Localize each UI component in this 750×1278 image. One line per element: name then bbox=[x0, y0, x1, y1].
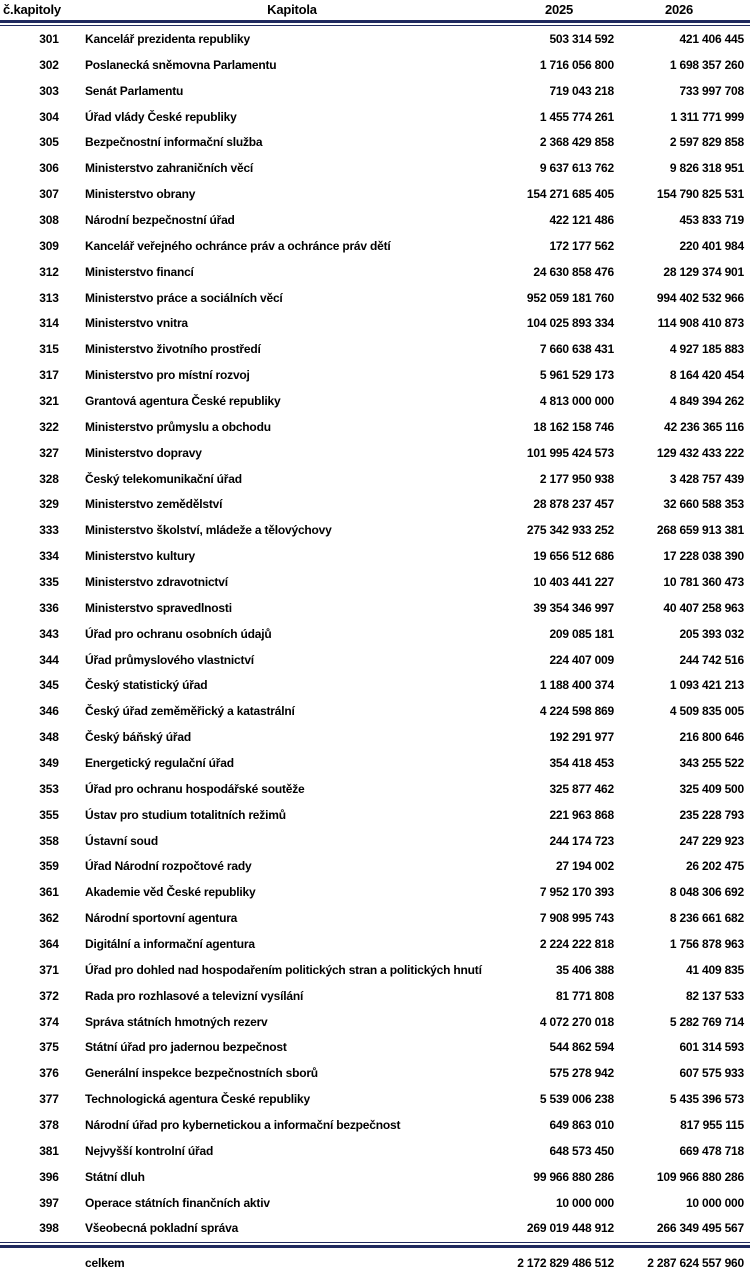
row-value-2025: 101 995 424 573 bbox=[526, 445, 614, 460]
row-value-2025: 39 354 346 997 bbox=[533, 600, 614, 615]
table-row bbox=[0, 1216, 750, 1242]
table-row bbox=[0, 491, 750, 517]
row-value-2026: 453 833 719 bbox=[679, 212, 744, 227]
row-value-2025: 18 162 158 746 bbox=[533, 419, 614, 434]
row-chapter-number: 304 bbox=[39, 109, 59, 124]
row-value-2025: 81 771 808 bbox=[555, 988, 614, 1003]
table-header-row bbox=[0, 0, 750, 20]
table-row bbox=[0, 569, 750, 595]
row-value-2026: 343 255 522 bbox=[679, 755, 744, 770]
row-chapter-number: 343 bbox=[39, 626, 59, 641]
row-chapter-number: 346 bbox=[39, 704, 59, 719]
row-chapter-name: Český telekomunikační úřad bbox=[85, 471, 242, 486]
row-value-2025: 544 862 594 bbox=[549, 1040, 614, 1055]
row-value-2025: 27 194 002 bbox=[555, 859, 614, 874]
row-chapter-number: 334 bbox=[39, 549, 59, 564]
row-chapter-number: 348 bbox=[39, 730, 59, 745]
table-row bbox=[0, 1112, 750, 1138]
column-header-chapter-number: č.kapitoly bbox=[3, 2, 61, 17]
row-chapter-name: Státní úřad pro jadernou bezpečnost bbox=[85, 1040, 287, 1055]
row-value-2026: 1 093 421 213 bbox=[669, 678, 744, 693]
row-value-2025: 172 177 562 bbox=[549, 238, 614, 253]
row-value-2025: 10 403 441 227 bbox=[533, 574, 614, 589]
row-value-2025: 952 059 181 760 bbox=[526, 290, 614, 305]
table-row bbox=[0, 802, 750, 828]
row-value-2025: 4 813 000 000 bbox=[539, 393, 614, 408]
row-chapter-number: 353 bbox=[39, 781, 59, 796]
row-chapter-name: Ministerstvo zdravotnictví bbox=[85, 574, 228, 589]
row-value-2025: 24 630 858 476 bbox=[533, 264, 614, 279]
row-chapter-number: 307 bbox=[39, 187, 59, 202]
row-chapter-name: Ministerstvo zahraničních věcí bbox=[85, 161, 254, 176]
row-chapter-number: 302 bbox=[39, 57, 59, 72]
row-chapter-number: 362 bbox=[39, 911, 59, 926]
row-chapter-number: 398 bbox=[39, 1221, 59, 1236]
table-row bbox=[0, 854, 750, 880]
row-value-2026: 325 409 500 bbox=[679, 781, 744, 796]
row-chapter-number: 397 bbox=[39, 1195, 59, 1210]
table-row bbox=[0, 879, 750, 905]
row-value-2025: 275 342 933 252 bbox=[526, 523, 614, 538]
total-value-2025: 2 172 829 486 512 bbox=[517, 1256, 614, 1270]
table-row bbox=[0, 181, 750, 207]
row-value-2026: 154 790 825 531 bbox=[656, 187, 744, 202]
table-row bbox=[0, 543, 750, 569]
row-chapter-number: 303 bbox=[39, 83, 59, 98]
table-row bbox=[0, 336, 750, 362]
row-value-2026: 266 349 495 567 bbox=[656, 1221, 744, 1236]
row-value-2025: 221 963 868 bbox=[549, 807, 614, 822]
row-chapter-name: Operace státních finančních aktiv bbox=[85, 1195, 270, 1210]
row-value-2026: 2 597 829 858 bbox=[669, 135, 744, 150]
table-row bbox=[0, 233, 750, 259]
row-chapter-name: Český báňský úřad bbox=[85, 730, 191, 745]
total-row bbox=[0, 1248, 750, 1278]
column-header-chapter-name: Kapitola bbox=[267, 2, 317, 17]
table-row bbox=[0, 259, 750, 285]
table-row bbox=[0, 414, 750, 440]
table-row bbox=[0, 78, 750, 104]
row-chapter-name: Správa státních hmotných rezerv bbox=[85, 1014, 268, 1029]
row-chapter-number: 308 bbox=[39, 212, 59, 227]
row-value-2025: 99 966 880 286 bbox=[533, 1169, 614, 1184]
row-value-2026: 17 228 038 390 bbox=[663, 549, 744, 564]
table-row bbox=[0, 440, 750, 466]
row-value-2025: 269 019 448 912 bbox=[526, 1221, 614, 1236]
row-chapter-name: Ministerstvo dopravy bbox=[85, 445, 202, 460]
row-value-2025: 192 291 977 bbox=[549, 730, 614, 745]
row-value-2026: 421 406 445 bbox=[679, 31, 744, 46]
row-value-2025: 575 278 942 bbox=[549, 1066, 614, 1081]
row-value-2025: 9 637 613 762 bbox=[539, 161, 614, 176]
total-value-2026: 2 287 624 557 960 bbox=[647, 1256, 744, 1270]
row-chapter-name: Úřad Národní rozpočtové rady bbox=[85, 859, 252, 874]
column-header-2025: 2025 bbox=[544, 2, 574, 17]
table-row bbox=[0, 595, 750, 621]
row-chapter-name: Energetický regulační úřad bbox=[85, 755, 234, 770]
table-row bbox=[0, 828, 750, 854]
row-chapter-name: Technologická agentura České republiky bbox=[85, 1092, 310, 1107]
row-chapter-number: 315 bbox=[39, 342, 59, 357]
row-value-2025: 719 043 218 bbox=[549, 83, 614, 98]
table-row bbox=[0, 104, 750, 130]
row-value-2026: 5 282 769 714 bbox=[669, 1014, 744, 1029]
row-chapter-number: 336 bbox=[39, 600, 59, 615]
row-value-2025: 1 716 056 800 bbox=[539, 57, 614, 72]
row-chapter-name: Ministerstvo obrany bbox=[85, 187, 196, 202]
row-chapter-name: Ministerstvo spravedlnosti bbox=[85, 600, 232, 615]
row-chapter-number: 371 bbox=[39, 962, 59, 977]
row-chapter-name: Český statistický úřad bbox=[85, 678, 208, 693]
row-chapter-name: Ministerstvo práce a sociálních věcí bbox=[85, 290, 283, 305]
row-chapter-number: 376 bbox=[39, 1066, 59, 1081]
table-row bbox=[0, 957, 750, 983]
row-value-2026: 8 236 661 682 bbox=[669, 911, 744, 926]
row-chapter-number: 359 bbox=[39, 859, 59, 874]
row-value-2026: 817 955 115 bbox=[680, 1118, 744, 1133]
row-chapter-number: 372 bbox=[39, 988, 59, 1003]
row-value-2026: 3 428 757 439 bbox=[669, 471, 744, 486]
row-value-2026: 10 781 360 473 bbox=[663, 574, 744, 589]
row-value-2026: 5 435 396 573 bbox=[669, 1092, 744, 1107]
row-chapter-number: 306 bbox=[39, 161, 59, 176]
total-label: celkem bbox=[85, 1256, 125, 1270]
table-body bbox=[0, 26, 750, 1242]
row-chapter-number: 344 bbox=[39, 652, 59, 667]
row-chapter-number: 301 bbox=[39, 31, 59, 46]
row-value-2026: 235 228 793 bbox=[679, 807, 744, 822]
row-chapter-name: Digitální a informační agentura bbox=[85, 937, 255, 951]
row-value-2026: 114 908 410 873 bbox=[657, 316, 744, 331]
row-value-2025: 4 224 598 869 bbox=[539, 704, 614, 719]
row-chapter-number: 361 bbox=[39, 885, 59, 900]
row-chapter-name: Rada pro rozhlasové a televizní vysílání bbox=[85, 988, 304, 1003]
table-row bbox=[0, 672, 750, 698]
row-value-2026: 82 137 533 bbox=[685, 988, 744, 1003]
row-value-2025: 19 656 512 686 bbox=[533, 549, 614, 564]
row-value-2026: 41 409 835 bbox=[685, 962, 744, 977]
column-header-2026: 2026 bbox=[664, 2, 694, 17]
row-chapter-number: 396 bbox=[39, 1169, 59, 1184]
row-value-2025: 2 368 429 858 bbox=[539, 135, 614, 150]
row-chapter-number: 317 bbox=[39, 368, 59, 383]
table-row bbox=[0, 621, 750, 647]
table-row bbox=[0, 931, 750, 957]
row-value-2025: 35 406 388 bbox=[555, 962, 614, 977]
table-row bbox=[0, 466, 750, 492]
row-chapter-number: 349 bbox=[39, 755, 59, 770]
row-chapter-number: 381 bbox=[39, 1143, 59, 1158]
table-row bbox=[0, 1164, 750, 1190]
row-value-2025: 224 407 009 bbox=[549, 652, 614, 667]
row-value-2026: 4 927 185 883 bbox=[669, 342, 744, 357]
table-row bbox=[0, 1086, 750, 1112]
row-chapter-number: 328 bbox=[39, 471, 59, 486]
row-chapter-number: 329 bbox=[39, 497, 59, 512]
row-chapter-name: Kancelář veřejného ochránce práv a ochránce práv dětí bbox=[85, 238, 391, 253]
row-chapter-name: Státní dluh bbox=[85, 1169, 145, 1184]
row-chapter-name: Ministerstvo životního prostředí bbox=[85, 342, 261, 357]
table-row bbox=[0, 388, 750, 414]
row-value-2025: 503 314 592 bbox=[549, 31, 614, 46]
row-value-2025: 325 877 462 bbox=[549, 781, 614, 796]
row-value-2025: 7 660 638 431 bbox=[539, 342, 614, 357]
row-value-2026: 26 202 475 bbox=[685, 859, 744, 874]
row-chapter-name: Český úřad zeměměřický a katastrální bbox=[85, 704, 295, 719]
row-value-2025: 2 177 950 938 bbox=[539, 471, 614, 486]
table-row bbox=[0, 155, 750, 181]
row-value-2025: 422 121 486 bbox=[549, 212, 614, 227]
row-value-2025: 7 952 170 393 bbox=[539, 885, 614, 900]
row-chapter-name: Kancelář prezidenta republiky bbox=[85, 31, 250, 46]
row-chapter-number: 335 bbox=[39, 574, 59, 589]
row-chapter-number: 314 bbox=[39, 316, 59, 331]
row-chapter-name: Akademie věd České republiky bbox=[85, 885, 256, 900]
table-row bbox=[0, 285, 750, 311]
row-chapter-number: 305 bbox=[39, 135, 59, 150]
row-value-2025: 7 908 995 743 bbox=[539, 911, 614, 926]
row-value-2025: 648 573 450 bbox=[549, 1143, 614, 1158]
row-chapter-name: Nejvyšší kontrolní úřad bbox=[85, 1143, 214, 1158]
row-value-2026: 994 402 532 966 bbox=[656, 290, 744, 305]
row-chapter-name: Národní sportovní agentura bbox=[85, 911, 238, 926]
row-chapter-name: Ministerstvo pro místní rozvoj bbox=[85, 368, 250, 383]
row-value-2025: 28 878 237 457 bbox=[533, 497, 614, 512]
row-chapter-name: Ministerstvo financí bbox=[85, 264, 194, 279]
row-chapter-number: 374 bbox=[39, 1014, 59, 1029]
row-chapter-number: 333 bbox=[39, 523, 59, 538]
row-value-2025: 354 418 453 bbox=[549, 755, 614, 770]
table-row bbox=[0, 647, 750, 673]
row-value-2026: 10 000 000 bbox=[685, 1195, 744, 1210]
table-row bbox=[0, 1035, 750, 1061]
row-value-2026: 109 966 880 286 bbox=[656, 1169, 744, 1184]
row-value-2026: 216 800 646 bbox=[679, 730, 744, 745]
row-chapter-name: Úřad vlády České republiky bbox=[85, 109, 237, 124]
row-value-2025: 2 224 222 818 bbox=[539, 937, 614, 951]
row-value-2026: 733 997 708 bbox=[679, 83, 744, 98]
table-row bbox=[0, 52, 750, 78]
table-row bbox=[0, 698, 750, 724]
row-value-2025: 5 539 006 238 bbox=[539, 1092, 614, 1107]
row-value-2026: 40 407 258 963 bbox=[663, 600, 744, 615]
table-row bbox=[0, 310, 750, 336]
row-value-2026: 247 229 923 bbox=[679, 833, 744, 848]
row-chapter-name: Poslanecká sněmovna Parlamentu bbox=[85, 57, 277, 72]
row-chapter-name: Úřad průmyslového vlastnictví bbox=[85, 652, 254, 667]
row-chapter-name: Úřad pro dohled nad hospodařením politických stran a politických hnutí bbox=[85, 962, 482, 977]
row-value-2026: 8 048 306 692 bbox=[669, 885, 744, 900]
row-chapter-number: 327 bbox=[39, 445, 59, 460]
row-value-2025: 209 085 181 bbox=[549, 626, 614, 641]
table-row bbox=[0, 983, 750, 1009]
row-chapter-name: Ministerstvo průmyslu a obchodu bbox=[85, 419, 271, 434]
row-chapter-name: Senát Parlamentu bbox=[85, 83, 184, 98]
row-value-2025: 154 271 685 405 bbox=[526, 187, 614, 202]
row-chapter-name: Národní úřad pro kybernetickou a informační bezpečnost bbox=[85, 1118, 401, 1133]
table-row bbox=[0, 750, 750, 776]
row-chapter-number: 322 bbox=[39, 419, 59, 434]
row-value-2025: 4 072 270 018 bbox=[539, 1014, 614, 1029]
row-chapter-name: Ústav pro studium totalitních režimů bbox=[85, 807, 286, 822]
table-row bbox=[0, 517, 750, 543]
row-value-2026: 42 236 365 116 bbox=[664, 419, 744, 434]
row-chapter-name: Ministerstvo zemědělství bbox=[85, 497, 223, 512]
table-row bbox=[0, 1190, 750, 1216]
table-row bbox=[0, 1060, 750, 1086]
row-chapter-name: Všeobecná pokladní správa bbox=[85, 1221, 239, 1236]
table-row bbox=[0, 776, 750, 802]
row-chapter-number: 377 bbox=[39, 1092, 59, 1107]
row-value-2026: 244 742 516 bbox=[679, 652, 744, 667]
row-chapter-number: 378 bbox=[39, 1118, 59, 1133]
row-chapter-name: Ústavní soud bbox=[85, 833, 158, 848]
table-row bbox=[0, 26, 750, 52]
table-row bbox=[0, 129, 750, 155]
row-chapter-number: 345 bbox=[39, 678, 59, 693]
row-value-2025: 244 174 723 bbox=[549, 833, 614, 848]
row-value-2026: 4 849 394 262 bbox=[669, 393, 744, 408]
row-value-2026: 669 478 718 bbox=[679, 1143, 744, 1158]
row-chapter-name: Ministerstvo školství, mládeže a tělovýchovy bbox=[85, 523, 332, 538]
row-chapter-name: Grantová agentura České republiky bbox=[85, 393, 281, 408]
table-row bbox=[0, 1009, 750, 1035]
row-chapter-number: 375 bbox=[39, 1040, 59, 1055]
row-value-2025: 104 025 893 334 bbox=[526, 316, 614, 331]
table-row bbox=[0, 1138, 750, 1164]
row-value-2025: 649 863 010 bbox=[549, 1118, 614, 1133]
row-value-2026: 8 164 420 454 bbox=[669, 368, 744, 383]
row-value-2026: 607 575 933 bbox=[679, 1066, 744, 1081]
table-row bbox=[0, 724, 750, 750]
row-value-2026: 268 659 913 381 bbox=[656, 523, 744, 538]
row-chapter-name: Úřad pro ochranu osobních údajů bbox=[85, 626, 272, 641]
row-chapter-name: Úřad pro ochranu hospodářské soutěže bbox=[85, 781, 305, 796]
row-chapter-number: 355 bbox=[39, 807, 59, 822]
row-chapter-number: 358 bbox=[39, 833, 59, 848]
row-value-2026: 1 311 771 999 bbox=[670, 109, 744, 124]
table-row bbox=[0, 905, 750, 931]
row-value-2026: 129 432 433 222 bbox=[656, 445, 744, 460]
row-value-2026: 32 660 588 353 bbox=[663, 497, 744, 512]
row-value-2026: 9 826 318 951 bbox=[669, 161, 744, 176]
row-value-2025: 1 455 774 261 bbox=[539, 109, 614, 124]
row-chapter-name: Bezpečnostní informační služba bbox=[85, 135, 263, 150]
table-row bbox=[0, 207, 750, 233]
row-chapter-number: 313 bbox=[39, 290, 59, 305]
row-value-2026: 28 129 374 901 bbox=[663, 264, 744, 279]
row-value-2026: 205 393 032 bbox=[679, 626, 744, 641]
row-value-2026: 220 401 984 bbox=[679, 238, 744, 253]
row-chapter-number: 364 bbox=[39, 937, 59, 951]
row-value-2025: 5 961 529 173 bbox=[539, 368, 614, 383]
row-chapter-number: 312 bbox=[39, 264, 59, 279]
row-value-2026: 4 509 835 005 bbox=[669, 704, 744, 719]
row-value-2025: 1 188 400 374 bbox=[539, 678, 614, 693]
row-value-2026: 1 756 878 963 bbox=[669, 937, 744, 951]
row-value-2025: 10 000 000 bbox=[555, 1195, 614, 1210]
row-chapter-name: Ministerstvo kultury bbox=[85, 549, 196, 564]
row-value-2026: 601 314 593 bbox=[679, 1040, 744, 1055]
row-chapter-number: 321 bbox=[39, 393, 59, 408]
row-chapter-name: Národní bezpečnostní úřad bbox=[85, 212, 235, 227]
table-row bbox=[0, 362, 750, 388]
row-chapter-number: 309 bbox=[39, 238, 59, 253]
row-chapter-name: Generální inspekce bezpečnostních sborů bbox=[85, 1066, 318, 1081]
row-chapter-name: Ministerstvo vnitra bbox=[85, 316, 188, 331]
row-value-2026: 1 698 357 260 bbox=[669, 57, 744, 72]
